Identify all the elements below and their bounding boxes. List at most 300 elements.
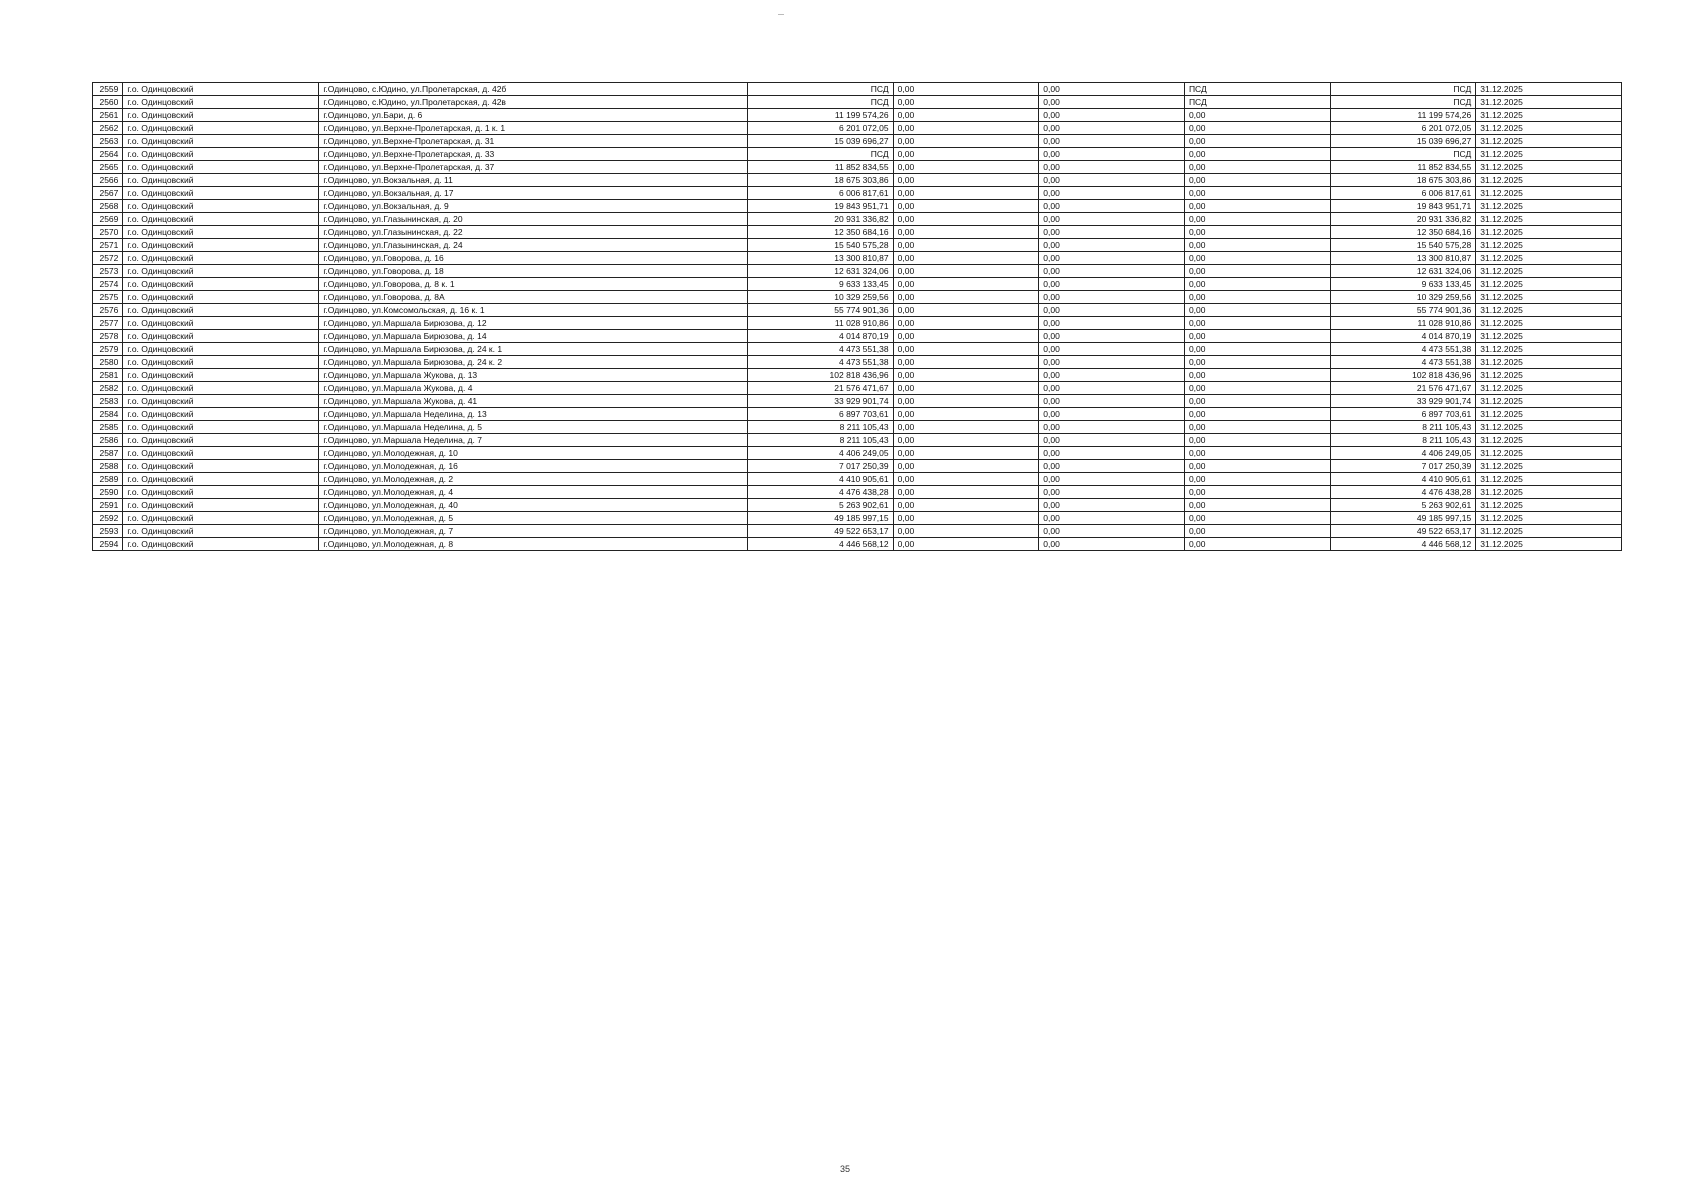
cell-value-col-1: 0,00 (893, 109, 1039, 122)
cell-row-number: 2571 (93, 239, 123, 252)
cell-amount: 18 675 303,86 (747, 174, 893, 187)
cell-deadline-date: 31.12.2025 (1476, 330, 1622, 343)
cell-row-number: 2567 (93, 187, 123, 200)
cell-amount: 4 406 249,05 (747, 447, 893, 460)
scan-mark (778, 14, 784, 15)
cell-amount: 20 931 336,82 (747, 213, 893, 226)
cell-row-number: 2579 (93, 343, 123, 356)
cell-amount-total: 4 473 551,38 (1330, 343, 1476, 356)
cell-amount: 8 211 105,43 (747, 434, 893, 447)
cell-municipality: г.о. Одинцовский (123, 213, 319, 226)
cell-amount: 49 185 997,15 (747, 512, 893, 525)
cell-address: г.Одинцово, ул.Маршала Неделина, д. 13 (319, 408, 748, 421)
cell-value-col-3: 0,00 (1184, 187, 1330, 200)
cell-amount-total: 9 633 133,45 (1330, 278, 1476, 291)
cell-deadline-date: 31.12.2025 (1476, 434, 1622, 447)
table-row (93, 278, 1622, 291)
cell-address: г.Одинцово, ул.Глазынинская, д. 22 (319, 226, 748, 239)
cell-value-col-2: 0,00 (1039, 213, 1185, 226)
cell-municipality: г.о. Одинцовский (123, 382, 319, 395)
cell-address: г.Одинцово, ул.Маршала Бирюзова, д. 24 к. 1 (319, 343, 748, 356)
cell-amount-total: 8 211 105,43 (1330, 421, 1476, 434)
cell-amount: 4 446 568,12 (747, 538, 893, 551)
table-row (93, 382, 1622, 395)
cell-amount-total: ПСД (1330, 96, 1476, 109)
cell-amount: 4 410 905,61 (747, 473, 893, 486)
cell-value-col-1: 0,00 (893, 304, 1039, 317)
cell-value-col-2: 0,00 (1039, 109, 1185, 122)
cell-row-number: 2562 (93, 122, 123, 135)
cell-address: г.Одинцово, ул.Говорова, д. 16 (319, 252, 748, 265)
cell-value-col-1: 0,00 (893, 239, 1039, 252)
table-body (93, 83, 1622, 551)
cell-deadline-date: 31.12.2025 (1476, 109, 1622, 122)
cell-address: г.Одинцово, ул.Верхне-Пролетарская, д. 37 (319, 161, 748, 174)
cell-value-col-2: 0,00 (1039, 265, 1185, 278)
cell-value-col-1: 0,00 (893, 200, 1039, 213)
cell-address: г.Одинцово, ул.Маршала Жукова, д. 4 (319, 382, 748, 395)
cell-amount: 4 014 870,19 (747, 330, 893, 343)
cell-value-col-2: 0,00 (1039, 356, 1185, 369)
cell-address: г.Одинцово, с.Юдино, ул.Пролетарская, д. 42б (319, 83, 748, 96)
table-row (93, 460, 1622, 473)
cell-amount-total: 55 774 901,36 (1330, 304, 1476, 317)
cell-deadline-date: 31.12.2025 (1476, 369, 1622, 382)
cell-row-number: 2583 (93, 395, 123, 408)
cell-amount-total: 5 263 902,61 (1330, 499, 1476, 512)
cell-value-col-2: 0,00 (1039, 473, 1185, 486)
cell-value-col-2: 0,00 (1039, 512, 1185, 525)
cell-municipality: г.о. Одинцовский (123, 226, 319, 239)
cell-row-number: 2569 (93, 213, 123, 226)
cell-value-col-2: 0,00 (1039, 395, 1185, 408)
cell-value-col-2: 0,00 (1039, 538, 1185, 551)
cell-deadline-date: 31.12.2025 (1476, 148, 1622, 161)
cell-row-number: 2566 (93, 174, 123, 187)
cell-amount: 21 576 471,67 (747, 382, 893, 395)
cell-value-col-1: 0,00 (893, 317, 1039, 330)
cell-value-col-1: 0,00 (893, 499, 1039, 512)
cell-amount-total: ПСД (1330, 83, 1476, 96)
cell-row-number: 2593 (93, 525, 123, 538)
cell-address: г.Одинцово, ул.Молодежная, д. 16 (319, 460, 748, 473)
cell-address: г.Одинцово, ул.Вокзальная, д. 9 (319, 200, 748, 213)
cell-deadline-date: 31.12.2025 (1476, 382, 1622, 395)
cell-deadline-date: 31.12.2025 (1476, 187, 1622, 200)
cell-value-col-1: 0,00 (893, 291, 1039, 304)
cell-municipality: г.о. Одинцовский (123, 252, 319, 265)
table-row (93, 512, 1622, 525)
cell-value-col-3: 0,00 (1184, 213, 1330, 226)
table-row (93, 109, 1622, 122)
cell-row-number: 2592 (93, 512, 123, 525)
table-row (93, 265, 1622, 278)
cell-address: г.Одинцово, ул.Молодежная, д. 10 (319, 447, 748, 460)
cell-amount-total: 49 185 997,15 (1330, 512, 1476, 525)
data-table (92, 82, 1622, 551)
cell-deadline-date: 31.12.2025 (1476, 499, 1622, 512)
cell-address: г.Одинцово, ул.Бари, д. 6 (319, 109, 748, 122)
cell-value-col-2: 0,00 (1039, 408, 1185, 421)
cell-row-number: 2559 (93, 83, 123, 96)
cell-amount: 15 540 575,28 (747, 239, 893, 252)
cell-deadline-date: 31.12.2025 (1476, 200, 1622, 213)
cell-amount: 10 329 259,56 (747, 291, 893, 304)
cell-amount-total: 21 576 471,67 (1330, 382, 1476, 395)
cell-value-col-3: 0,00 (1184, 239, 1330, 252)
cell-value-col-2: 0,00 (1039, 252, 1185, 265)
cell-address: г.Одинцово, ул.Маршала Бирюзова, д. 14 (319, 330, 748, 343)
cell-municipality: г.о. Одинцовский (123, 83, 319, 96)
cell-value-col-1: 0,00 (893, 278, 1039, 291)
cell-amount: 11 852 834,55 (747, 161, 893, 174)
cell-municipality: г.о. Одинцовский (123, 421, 319, 434)
cell-value-col-3: 0,00 (1184, 356, 1330, 369)
cell-address: г.Одинцово, ул.Молодежная, д. 40 (319, 499, 748, 512)
cell-value-col-3: 0,00 (1184, 473, 1330, 486)
cell-address: г.Одинцово, ул.Говорова, д. 8 к. 1 (319, 278, 748, 291)
cell-amount: 6 006 817,61 (747, 187, 893, 200)
cell-amount: 55 774 901,36 (747, 304, 893, 317)
cell-row-number: 2573 (93, 265, 123, 278)
table-row (93, 161, 1622, 174)
cell-value-col-1: 0,00 (893, 265, 1039, 278)
cell-amount: 4 473 551,38 (747, 356, 893, 369)
cell-value-col-3: 0,00 (1184, 512, 1330, 525)
cell-amount-total: 7 017 250,39 (1330, 460, 1476, 473)
cell-deadline-date: 31.12.2025 (1476, 343, 1622, 356)
table-row (93, 434, 1622, 447)
table-row (93, 122, 1622, 135)
cell-amount: ПСД (747, 148, 893, 161)
cell-address: г.Одинцово, ул.Комсомольская, д. 16 к. 1 (319, 304, 748, 317)
cell-value-col-1: 0,00 (893, 486, 1039, 499)
cell-amount-total: 102 818 436,96 (1330, 369, 1476, 382)
cell-deadline-date: 31.12.2025 (1476, 473, 1622, 486)
cell-value-col-2: 0,00 (1039, 330, 1185, 343)
cell-value-col-3: ПСД (1184, 83, 1330, 96)
cell-municipality: г.о. Одинцовский (123, 356, 319, 369)
cell-value-col-3: 0,00 (1184, 369, 1330, 382)
cell-row-number: 2572 (93, 252, 123, 265)
cell-value-col-3: 0,00 (1184, 291, 1330, 304)
cell-municipality: г.о. Одинцовский (123, 291, 319, 304)
cell-amount-total: 20 931 336,82 (1330, 213, 1476, 226)
cell-value-col-2: 0,00 (1039, 187, 1185, 200)
cell-municipality: г.о. Одинцовский (123, 473, 319, 486)
cell-municipality: г.о. Одинцовский (123, 239, 319, 252)
cell-amount: 13 300 810,87 (747, 252, 893, 265)
cell-municipality: г.о. Одинцовский (123, 174, 319, 187)
cell-amount-total: 12 631 324,06 (1330, 265, 1476, 278)
cell-value-col-3: 0,00 (1184, 135, 1330, 148)
cell-row-number: 2590 (93, 486, 123, 499)
cell-municipality: г.о. Одинцовский (123, 460, 319, 473)
cell-municipality: г.о. Одинцовский (123, 161, 319, 174)
cell-deadline-date: 31.12.2025 (1476, 486, 1622, 499)
cell-value-col-2: 0,00 (1039, 421, 1185, 434)
cell-municipality: г.о. Одинцовский (123, 278, 319, 291)
cell-value-col-2: 0,00 (1039, 447, 1185, 460)
cell-municipality: г.о. Одинцовский (123, 499, 319, 512)
cell-value-col-3: 0,00 (1184, 265, 1330, 278)
cell-row-number: 2568 (93, 200, 123, 213)
cell-value-col-3: 0,00 (1184, 278, 1330, 291)
cell-address: г.Одинцово, ул.Глазынинская, д. 20 (319, 213, 748, 226)
cell-row-number: 2565 (93, 161, 123, 174)
cell-value-col-1: 0,00 (893, 473, 1039, 486)
cell-municipality: г.о. Одинцовский (123, 408, 319, 421)
cell-amount: 11 028 910,86 (747, 317, 893, 330)
cell-value-col-1: 0,00 (893, 83, 1039, 96)
cell-address: г.Одинцово, ул.Маршала Неделина, д. 7 (319, 434, 748, 447)
cell-municipality: г.о. Одинцовский (123, 96, 319, 109)
cell-value-col-3: 0,00 (1184, 148, 1330, 161)
cell-value-col-3: 0,00 (1184, 226, 1330, 239)
cell-value-col-1: 0,00 (893, 330, 1039, 343)
table-row (93, 304, 1622, 317)
cell-address: г.Одинцово, ул.Молодежная, д. 5 (319, 512, 748, 525)
cell-value-col-2: 0,00 (1039, 317, 1185, 330)
cell-address: г.Одинцово, ул.Вокзальная, д. 17 (319, 187, 748, 200)
cell-row-number: 2577 (93, 317, 123, 330)
cell-municipality: г.о. Одинцовский (123, 434, 319, 447)
cell-deadline-date: 31.12.2025 (1476, 96, 1622, 109)
cell-row-number: 2584 (93, 408, 123, 421)
cell-value-col-2: 0,00 (1039, 148, 1185, 161)
cell-value-col-3: 0,00 (1184, 408, 1330, 421)
cell-municipality: г.о. Одинцовский (123, 330, 319, 343)
cell-value-col-2: 0,00 (1039, 369, 1185, 382)
cell-value-col-2: 0,00 (1039, 460, 1185, 473)
table-row (93, 213, 1622, 226)
cell-municipality: г.о. Одинцовский (123, 369, 319, 382)
cell-value-col-1: 0,00 (893, 174, 1039, 187)
cell-value-col-1: 0,00 (893, 525, 1039, 538)
cell-value-col-3: 0,00 (1184, 317, 1330, 330)
cell-amount-total: 49 522 653,17 (1330, 525, 1476, 538)
cell-value-col-3: 0,00 (1184, 538, 1330, 551)
cell-amount-total: 19 843 951,71 (1330, 200, 1476, 213)
cell-amount: 12 631 324,06 (747, 265, 893, 278)
cell-amount: 6 897 703,61 (747, 408, 893, 421)
cell-amount: 4 473 551,38 (747, 343, 893, 356)
cell-value-col-2: 0,00 (1039, 174, 1185, 187)
table-row (93, 408, 1622, 421)
cell-value-col-3: 0,00 (1184, 330, 1330, 343)
cell-amount-total: 33 929 901,74 (1330, 395, 1476, 408)
cell-municipality: г.о. Одинцовский (123, 187, 319, 200)
cell-deadline-date: 31.12.2025 (1476, 304, 1622, 317)
cell-value-col-2: 0,00 (1039, 486, 1185, 499)
cell-value-col-3: 0,00 (1184, 343, 1330, 356)
table-row (93, 174, 1622, 187)
cell-value-col-1: 0,00 (893, 213, 1039, 226)
cell-address: г.Одинцово, ул.Вокзальная, д. 11 (319, 174, 748, 187)
table-row (93, 525, 1622, 538)
cell-address: г.Одинцово, ул.Молодежная, д. 8 (319, 538, 748, 551)
cell-value-col-1: 0,00 (893, 356, 1039, 369)
cell-deadline-date: 31.12.2025 (1476, 317, 1622, 330)
table-row (93, 252, 1622, 265)
cell-value-col-3: 0,00 (1184, 161, 1330, 174)
cell-address: г.Одинцово, ул.Молодежная, д. 4 (319, 486, 748, 499)
cell-value-col-3: 0,00 (1184, 499, 1330, 512)
cell-amount-total: 13 300 810,87 (1330, 252, 1476, 265)
cell-value-col-1: 0,00 (893, 447, 1039, 460)
cell-row-number: 2582 (93, 382, 123, 395)
cell-address: г.Одинцово, ул.Маршала Жукова, д. 41 (319, 395, 748, 408)
cell-value-col-2: 0,00 (1039, 382, 1185, 395)
cell-value-col-1: 0,00 (893, 460, 1039, 473)
cell-amount-total: ПСД (1330, 148, 1476, 161)
cell-municipality: г.о. Одинцовский (123, 200, 319, 213)
table-row (93, 447, 1622, 460)
cell-deadline-date: 31.12.2025 (1476, 421, 1622, 434)
cell-value-col-2: 0,00 (1039, 499, 1185, 512)
cell-address: г.Одинцово, ул.Говорова, д. 8А (319, 291, 748, 304)
cell-value-col-3: 0,00 (1184, 486, 1330, 499)
table-row (93, 96, 1622, 109)
cell-value-col-1: 0,00 (893, 512, 1039, 525)
table-row (93, 200, 1622, 213)
cell-row-number: 2564 (93, 148, 123, 161)
cell-value-col-2: 0,00 (1039, 161, 1185, 174)
cell-amount-total: 4 014 870,19 (1330, 330, 1476, 343)
cell-municipality: г.о. Одинцовский (123, 538, 319, 551)
cell-value-col-1: 0,00 (893, 369, 1039, 382)
cell-value-col-1: 0,00 (893, 161, 1039, 174)
cell-value-col-2: 0,00 (1039, 291, 1185, 304)
cell-value-col-2: 0,00 (1039, 226, 1185, 239)
cell-value-col-1: 0,00 (893, 252, 1039, 265)
cell-deadline-date: 31.12.2025 (1476, 161, 1622, 174)
table-row (93, 317, 1622, 330)
page-number: 35 (840, 1164, 851, 1174)
cell-amount: 6 201 072,05 (747, 122, 893, 135)
cell-value-col-1: 0,00 (893, 96, 1039, 109)
table-row (93, 135, 1622, 148)
cell-value-col-3: 0,00 (1184, 122, 1330, 135)
cell-municipality: г.о. Одинцовский (123, 447, 319, 460)
cell-amount: 19 843 951,71 (747, 200, 893, 213)
cell-value-col-3: 0,00 (1184, 395, 1330, 408)
table-row (93, 187, 1622, 200)
table-row (93, 486, 1622, 499)
cell-value-col-2: 0,00 (1039, 200, 1185, 213)
cell-deadline-date: 31.12.2025 (1476, 278, 1622, 291)
cell-row-number: 2587 (93, 447, 123, 460)
cell-value-col-3: 0,00 (1184, 382, 1330, 395)
cell-value-col-2: 0,00 (1039, 135, 1185, 148)
cell-municipality: г.о. Одинцовский (123, 486, 319, 499)
cell-deadline-date: 31.12.2025 (1476, 135, 1622, 148)
cell-row-number: 2574 (93, 278, 123, 291)
cell-value-col-2: 0,00 (1039, 122, 1185, 135)
table-row (93, 356, 1622, 369)
table-row (93, 343, 1622, 356)
table-row (93, 239, 1622, 252)
cell-municipality: г.о. Одинцовский (123, 109, 319, 122)
cell-amount-total: 11 028 910,86 (1330, 317, 1476, 330)
cell-municipality: г.о. Одинцовский (123, 343, 319, 356)
cell-amount: 15 039 696,27 (747, 135, 893, 148)
table-row (93, 330, 1622, 343)
cell-value-col-3: 0,00 (1184, 525, 1330, 538)
cell-municipality: г.о. Одинцовский (123, 135, 319, 148)
cell-row-number: 2560 (93, 96, 123, 109)
cell-municipality: г.о. Одинцовский (123, 525, 319, 538)
cell-row-number: 2591 (93, 499, 123, 512)
cell-value-col-1: 0,00 (893, 434, 1039, 447)
cell-municipality: г.о. Одинцовский (123, 148, 319, 161)
cell-amount-total: 11 199 574,26 (1330, 109, 1476, 122)
cell-deadline-date: 31.12.2025 (1476, 447, 1622, 460)
cell-deadline-date: 31.12.2025 (1476, 291, 1622, 304)
cell-address: г.Одинцово, ул.Верхне-Пролетарская, д. 31 (319, 135, 748, 148)
cell-amount-total: 15 039 696,27 (1330, 135, 1476, 148)
cell-amount-total: 4 473 551,38 (1330, 356, 1476, 369)
table-row (93, 83, 1622, 96)
cell-amount-total: 4 476 438,28 (1330, 486, 1476, 499)
cell-row-number: 2588 (93, 460, 123, 473)
cell-row-number: 2576 (93, 304, 123, 317)
cell-address: г.Одинцово, ул.Верхне-Пролетарская, д. 1 к. 1 (319, 122, 748, 135)
cell-value-col-1: 0,00 (893, 148, 1039, 161)
cell-row-number: 2561 (93, 109, 123, 122)
cell-row-number: 2594 (93, 538, 123, 551)
cell-value-col-2: 0,00 (1039, 239, 1185, 252)
cell-row-number: 2578 (93, 330, 123, 343)
cell-deadline-date: 31.12.2025 (1476, 213, 1622, 226)
cell-deadline-date: 31.12.2025 (1476, 395, 1622, 408)
cell-amount-total: 15 540 575,28 (1330, 239, 1476, 252)
cell-amount-total: 6 006 817,61 (1330, 187, 1476, 200)
cell-amount-total: 4 406 249,05 (1330, 447, 1476, 460)
cell-municipality: г.о. Одинцовский (123, 512, 319, 525)
cell-deadline-date: 31.12.2025 (1476, 525, 1622, 538)
cell-municipality: г.о. Одинцовский (123, 395, 319, 408)
table-row (93, 538, 1622, 551)
cell-amount: 102 818 436,96 (747, 369, 893, 382)
cell-deadline-date: 31.12.2025 (1476, 83, 1622, 96)
table-row (93, 291, 1622, 304)
cell-value-col-1: 0,00 (893, 395, 1039, 408)
table-row (93, 499, 1622, 512)
cell-row-number: 2585 (93, 421, 123, 434)
cell-value-col-2: 0,00 (1039, 83, 1185, 96)
cell-deadline-date: 31.12.2025 (1476, 460, 1622, 473)
cell-value-col-1: 0,00 (893, 408, 1039, 421)
cell-value-col-2: 0,00 (1039, 434, 1185, 447)
cell-amount-total: 11 852 834,55 (1330, 161, 1476, 174)
cell-value-col-3: 0,00 (1184, 434, 1330, 447)
cell-amount: 9 633 133,45 (747, 278, 893, 291)
cell-deadline-date: 31.12.2025 (1476, 252, 1622, 265)
cell-deadline-date: 31.12.2025 (1476, 408, 1622, 421)
cell-value-col-1: 0,00 (893, 538, 1039, 551)
cell-value-col-1: 0,00 (893, 226, 1039, 239)
table-row (93, 473, 1622, 486)
cell-amount: ПСД (747, 83, 893, 96)
cell-value-col-3: 0,00 (1184, 252, 1330, 265)
table-row (93, 421, 1622, 434)
cell-deadline-date: 31.12.2025 (1476, 356, 1622, 369)
cell-value-col-3: 0,00 (1184, 174, 1330, 187)
cell-municipality: г.о. Одинцовский (123, 317, 319, 330)
cell-value-col-1: 0,00 (893, 343, 1039, 356)
cell-address: г.Одинцово, ул.Молодежная, д. 2 (319, 473, 748, 486)
